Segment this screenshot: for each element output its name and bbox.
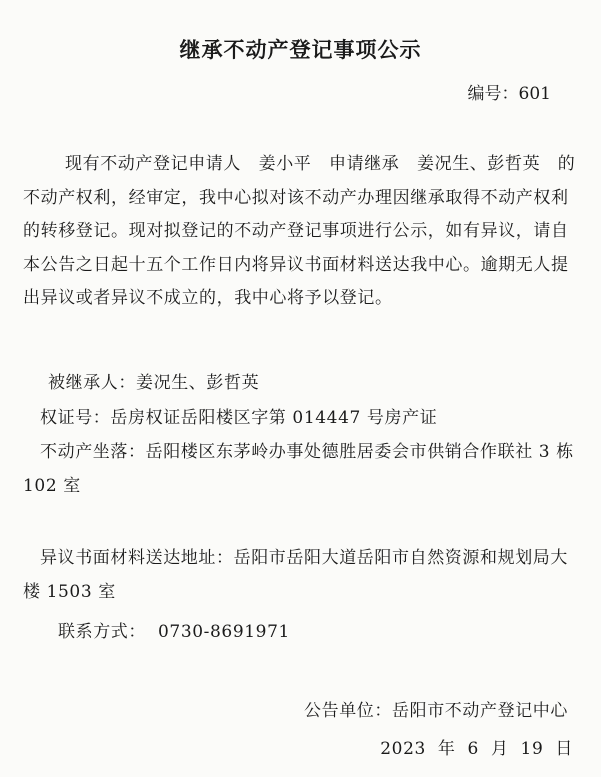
decedents-value: 姜况生、彭哲英 [136, 373, 260, 393]
property-location-field [23, 435, 583, 503]
contact-label: 联系方式： [58, 622, 146, 642]
certificate-label: 权证号： [40, 408, 111, 428]
certificate-value: 岳房权证岳阳楼区字第 014447 号房产证 [110, 408, 438, 428]
notice-date: 2023 年 6 月 19 日 [380, 739, 573, 759]
objection-address-value: 岳阳市岳阳大道岳阳市自然资源和规划局大楼 1503 室 [23, 548, 569, 602]
objection-address-label: 异议书面材料送达地址： [40, 548, 234, 568]
notice-body-paragraph: 现有不动产登记申请人 姜小平 申请继承 姜况生、彭哲英 的不动产权利，经审定，我中心拟对该不动产办理因继承取得不动产权利的转移登记。现对拟登记的不动产登记事项进行公示，如有异议，请自本公告之日起十五个工作日内将异议书面材料送达我中心。逾期无人提出异议或者异议不成立的，我中心将予以登记。 [23, 154, 576, 309]
issuer-line: 公告单位：岳阳市不动产登记中心 [304, 701, 568, 721]
decedents-label: 被继承人： [48, 373, 136, 393]
property-location-value: 岳阳楼区东茅岭办事处德胜居委会市供销合作联社 3 栋 102 室 [23, 442, 574, 496]
property-location-label: 不动产坐落： [40, 442, 146, 462]
certificate-field [40, 401, 437, 435]
contact-field [58, 615, 290, 649]
notice-serial-number: 编号：601 [467, 84, 551, 104]
notice-title: 继承不动产登记事项公示 [179, 38, 422, 62]
decedents-field [48, 366, 259, 400]
objection-address-field [23, 541, 583, 609]
contact-value: 0730-8691971 [158, 622, 290, 642]
